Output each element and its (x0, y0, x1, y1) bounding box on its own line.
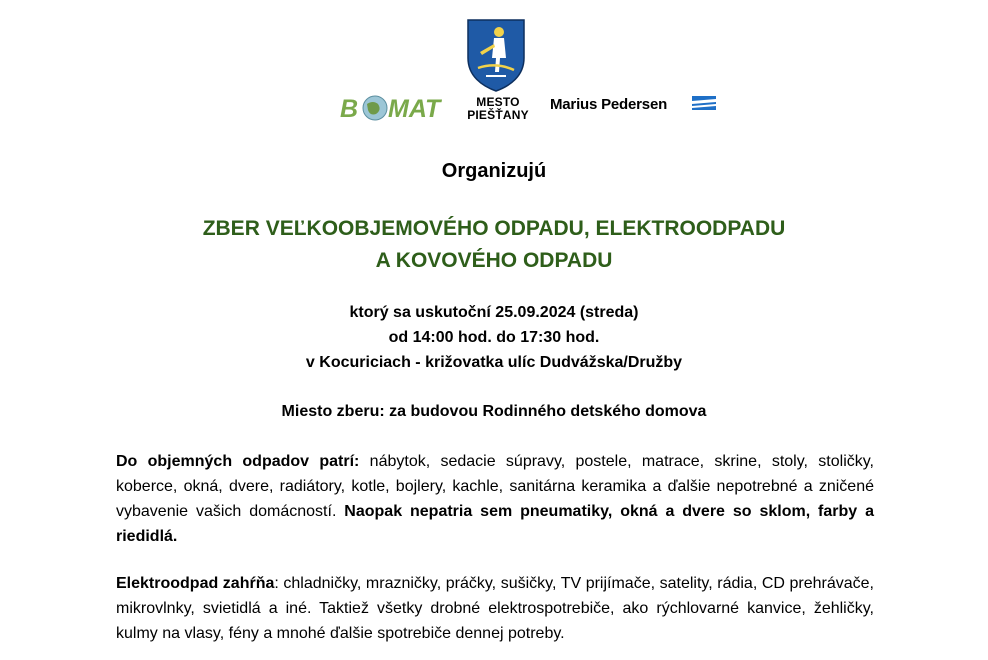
collection-point: Miesto zberu: za budovou Rodinného detského domova (281, 403, 707, 420)
bulky-waste-list: nábytok, sedacie súpravy, postele, matrace, skrine, stoly, stoličky, koberce, okná, dvere, radiátory, kotle, bojlery, kachle, sanitárna keramika a ďalšie nepotrebné a zničené vybavenie vašich domácností. (116, 453, 874, 520)
title-line1: ZBER VEĽKOOBJEMOVÉHO ODPADU, ELEKTROODPADU (202, 217, 786, 240)
mesto-line2: PIEŠŤANY (467, 108, 529, 122)
event-date: ktorý sa uskutoční 25.09.2024 (streda) (349, 304, 639, 321)
mesto-piestany-logo (466, 96, 530, 122)
marius-pedersen-logo: Marius Pedersen (550, 96, 668, 113)
mesto-line1: MESTO (476, 95, 520, 109)
bulky-waste-paragraph (116, 449, 874, 549)
bomat-logo-mat: MAT (388, 95, 441, 123)
electro-waste-list: : chladničky, mrazničky, práčky, sušičky, TV prijímače, satelity, rádia, CD prehrávače, mikrovlnky, svietidlá a iné. Taktiež všetky drobné elektrospotrebiče, ako rýchlovarné kanvice, žehličky, kulmy na vlasy, fény a mnohé ďalšie spotrebiče dennej potreby. (116, 575, 875, 642)
electro-waste-paragraph (116, 571, 874, 646)
bomat-logo-icon (340, 92, 458, 124)
bulky-waste-lead: Do objemných odpadov patrí: (116, 453, 360, 470)
organizuju-heading: Organizujú (441, 160, 547, 182)
marius-pedersen-flag-icon (692, 96, 716, 110)
event-place: v Kocuriciach - križovatka ulíc Dudvážska/Družby (305, 354, 683, 371)
event-time: od 14:00 hod. do 17:30 hod. (388, 329, 600, 346)
city-crest-icon (466, 18, 526, 92)
electro-waste-lead: Elektroodpad zahŕňa (116, 575, 275, 592)
bomat-logo-b: B (340, 95, 359, 123)
bulky-waste-exclusions: Naopak nepatria sem pneumatiky, okná a dvere so sklom, farby a riedidlá. (116, 503, 874, 545)
title-line2: A KOVOVÉHO ODPADU (375, 249, 613, 272)
sponsor-logos (0, 0, 988, 130)
